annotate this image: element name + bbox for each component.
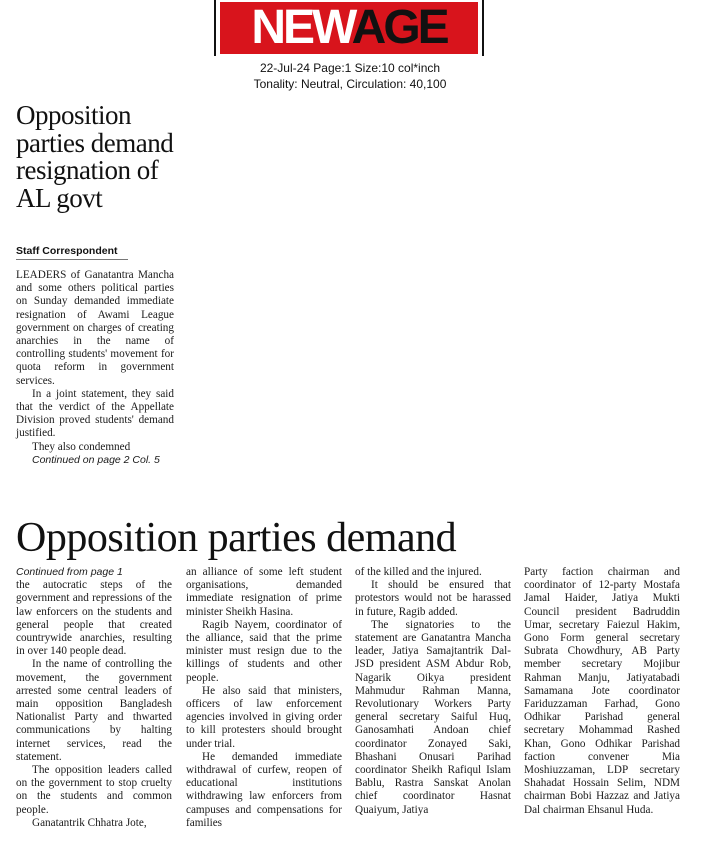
jump-paragraph: Ganatantrik Chhatra Jote, xyxy=(32,816,147,829)
clipping-meta-tonality: Tonality: Neutral, Circulation: 40,100 xyxy=(253,77,447,91)
newspaper-logo xyxy=(214,0,484,56)
jump-paragraph: The signatories to the statement are Ganatantra Mancha leader, Jatiya Samajtantrik Dal-JSD president ASM Abdur Rob, Nagarik Oikya president Mahmudur Rahman Manna, Revolutionary Workers Party general secretary Saiful Huq, Ganosamhati Andoan chief coordinator Zonayed Saki, Bhashani Onusari Parihad coordinator Sheikh Rafiqul Islam Bablu, Rastra Sanskat Anolan chief coordinator Hasnat Quaiyum, Jatiya xyxy=(355,618,511,816)
jump-paragraph: In the name of controlling the movement, the government arrested some central leaders of main opposition Bangladesh Nationalist Party and thwarted communications by halting internet services, read the statement. xyxy=(16,658,172,763)
jump-column-4 xyxy=(524,566,680,817)
jump-paragraph: Party faction chairman and coordinator of 12-party Mostafa Jamal Haider, Jatiya Mukti Council president Badruddin Umar, secretary Faiezul Hakim, Gono Form general secretary Subrata Chowdhury, AB Party member secretary Mojibur Rahman Manju, Jatiyatabadi Samamana Jote coordinator Fariduzzaman Farhad, Gono Odhikar Parishad general secretary Mohammad Rashed Khan, Gono Odhikar Parishad faction convener Mia Moshiuzzaman, LDP secretary Shahadat Hossain Selim, NDM chairman Bobi Hazzaz and Jatiya Dal chairman Ehsanul Huda. xyxy=(524,566,680,816)
jump-paragraph: an alliance of some left student organisations, demanded immediate resignation of prime minister Sheikh Hasina. xyxy=(186,566,342,618)
jump-paragraph: He demanded immediate withdrawal of curfew, reopen of educational institutions withdrawing law enforcers from campuses and compensations for families xyxy=(186,750,342,829)
clipping-meta-date: 22-Jul-24 Page:1 Size:10 col*inch xyxy=(259,61,441,75)
jump-paragraph: the autocratic steps of the government and repressions of the law enforcers on the students and general people that created countrywide anarchies, resulting in over 140 people dead. xyxy=(16,579,172,658)
byline: Staff Correspondent xyxy=(16,245,128,260)
logo-age: AGE xyxy=(351,1,447,54)
jump-column-3 xyxy=(355,566,511,817)
jump-headline: Opposition parties demand xyxy=(16,515,457,561)
front-headline: Opposition parties demand resignation of AL govt xyxy=(16,100,174,213)
jump-paragraph: The opposition leaders called on the government to stop cruelty on the students and common people. xyxy=(16,764,172,816)
jump-paragraph: He also said that ministers, officers of law enforcement agencies involved in giving order to kill protesters should brought under trial. xyxy=(186,684,342,750)
front-paragraph: They also condemned xyxy=(32,440,131,453)
continued-on: Continued on page 2 Col. 5 xyxy=(32,453,160,466)
continued-from: Continued from page 1 xyxy=(16,566,123,578)
front-story xyxy=(16,269,174,467)
jump-paragraph: It should be ensured that protestors would not be harassed in future, Ragib added. xyxy=(355,579,511,618)
jump-column-1 xyxy=(16,566,172,830)
front-paragraph: In a joint statement, they said that the verdict of the Appellate Division proved students' demand justified. xyxy=(16,387,174,440)
jump-paragraph: Ragib Nayem, coordinator of the alliance, said that the prime minister must resign due to the killings of students and other people. xyxy=(186,618,342,684)
jump-paragraph: of the killed and the injured. xyxy=(355,566,482,578)
logo-new: NEW xyxy=(251,1,352,54)
front-paragraph: LEADERS of Ganatantra Mancha and some others political parties on Sunday demanded immediate resignation of Awami League government on charges of creating anarchies in the name of controlling students' movement for quota reform in government services. xyxy=(16,269,174,387)
jump-column-2 xyxy=(186,566,342,830)
